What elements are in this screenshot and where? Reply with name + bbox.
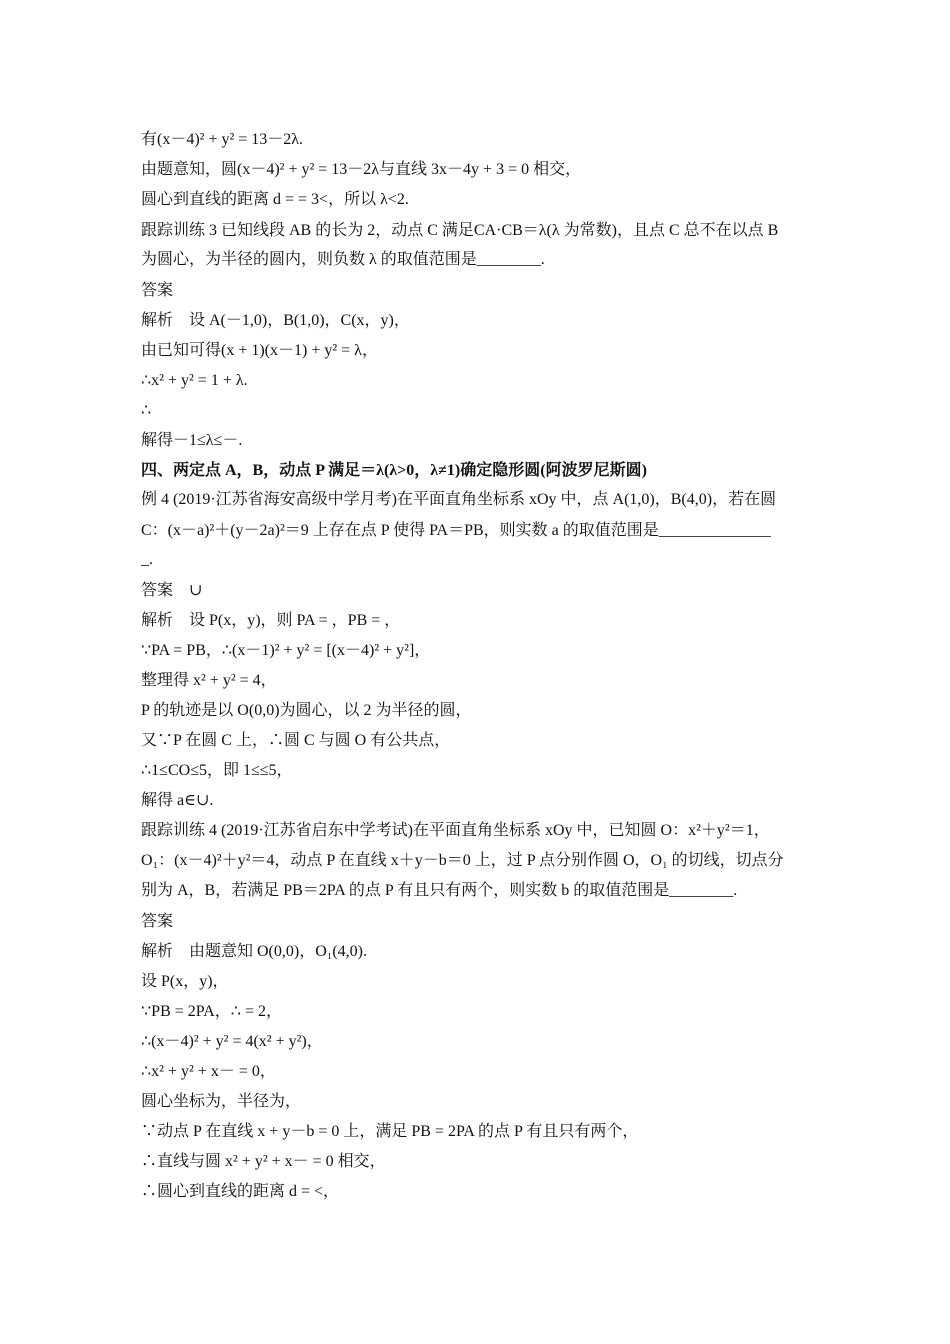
text-line: 解析 由题意知 O(0,0)，O₁(4,0).: [141, 943, 368, 960]
text-line: 有(x－4)² + y² = 13－2λ.: [141, 131, 304, 148]
text-line: ∴x² + y² + x－ = 0，: [141, 1063, 276, 1080]
text-line: ∴x² + y² = 1 + λ.: [141, 372, 248, 389]
text-line: 解得－1≤λ≤－.: [141, 432, 243, 449]
text-line: 圆心到直线的距离 d = = 3<，所以 λ<2.: [141, 191, 409, 208]
text-line: 跟踪训练 4 (2019·江苏省启东中学考试)在平面直角坐标系 xOy 中，已知圆 O：x²＋y²＝1，: [141, 822, 770, 839]
text-line: 别为 A，B，若满足 PB＝2PA 的点 P 有且只有两个，则实数 b 的取值范围是________.: [141, 882, 738, 899]
text-line: 又∵P 在圆 C 上，∴圆 C 与圆 O 有公共点，: [141, 732, 451, 749]
text-line: 解析 设 A(－1,0)，B(1,0)，C(x，y)，: [141, 312, 410, 329]
text-line: 跟踪训练 3 已知线段 AB 的长为 2，动点 C 满足CA·CB＝λ(λ 为常数)，且点 C 总不在以点 B: [141, 222, 779, 239]
text-line: ∵动点 P 在直线 x + y－b = 0 上，满足 PB = 2PA 的点 P 有且只有两个，: [141, 1123, 639, 1140]
text-line: 由题意知，圆(x－4)² + y² = 13－2λ与直线 3x－4y + 3 = 0 相交，: [141, 161, 582, 178]
text-line: 为圆心，为半径的圆内，则负数 λ 的取值范围是________.: [141, 251, 545, 268]
text-line: 答案 ∪: [141, 582, 203, 599]
text-line: 解得 a∈∪.: [141, 792, 214, 809]
text-line: 四、两定点 A，B，动点 P 满足＝λ(λ>0，λ≠1)确定隐形圆(阿波罗尼斯圆): [141, 462, 647, 479]
text-line: O₁：(x－4)²＋y²＝4，动点 P 在直线 x＋y－b＝0 上，过 P 点分别作圆 O，O₁ 的切线，切点分: [141, 852, 784, 869]
text-line: ∴: [141, 402, 152, 419]
text-line: ∴(x－4)² + y² = 4(x² + y²)，: [141, 1033, 323, 1050]
text-line: P 的轨迹是以 O(0,0)为圆心，以 2 为半径的圆，: [141, 702, 472, 719]
text-line: ∴1≤CO≤5，即 1≤≤5，: [141, 762, 293, 779]
text-line: 设 P(x，y)，: [141, 973, 229, 990]
text-line: 答案: [141, 282, 174, 299]
text-line: ∴圆心到直线的距离 d = <，: [141, 1183, 340, 1200]
text-line: C：(x－a)²＋(y－2a)²＝9 上存在点 P 使得 PA＝PB，则实数 a 的取值范围是______________: [141, 522, 771, 539]
text-line: 整理得 x² + y² = 4，: [141, 672, 277, 689]
text-line: 圆心坐标为，半径为，: [141, 1093, 302, 1110]
text-line: 例 4 (2019·江苏省海安高级中学月考)在平面直角坐标系 xOy 中，点 A(1,0)，B(4,0)，若在圆: [141, 491, 777, 508]
text-line: 解析 设 P(x，y)，则 PA = ，PB = ，: [141, 612, 401, 629]
text-line: ∵PA = PB，∴(x－1)² + y² = [(x－4)² + y²]，: [141, 642, 431, 659]
text-line: _.: [141, 551, 153, 568]
text-line: 由已知可得(x + 1)(x－1) + y² = λ，: [141, 342, 378, 359]
text-line: ∴直线与圆 x² + y² + x－ = 0 相交，: [141, 1153, 386, 1170]
text-line: ∵PB = 2PA，∴ = 2，: [141, 1003, 282, 1020]
text-line: 答案: [141, 913, 174, 930]
